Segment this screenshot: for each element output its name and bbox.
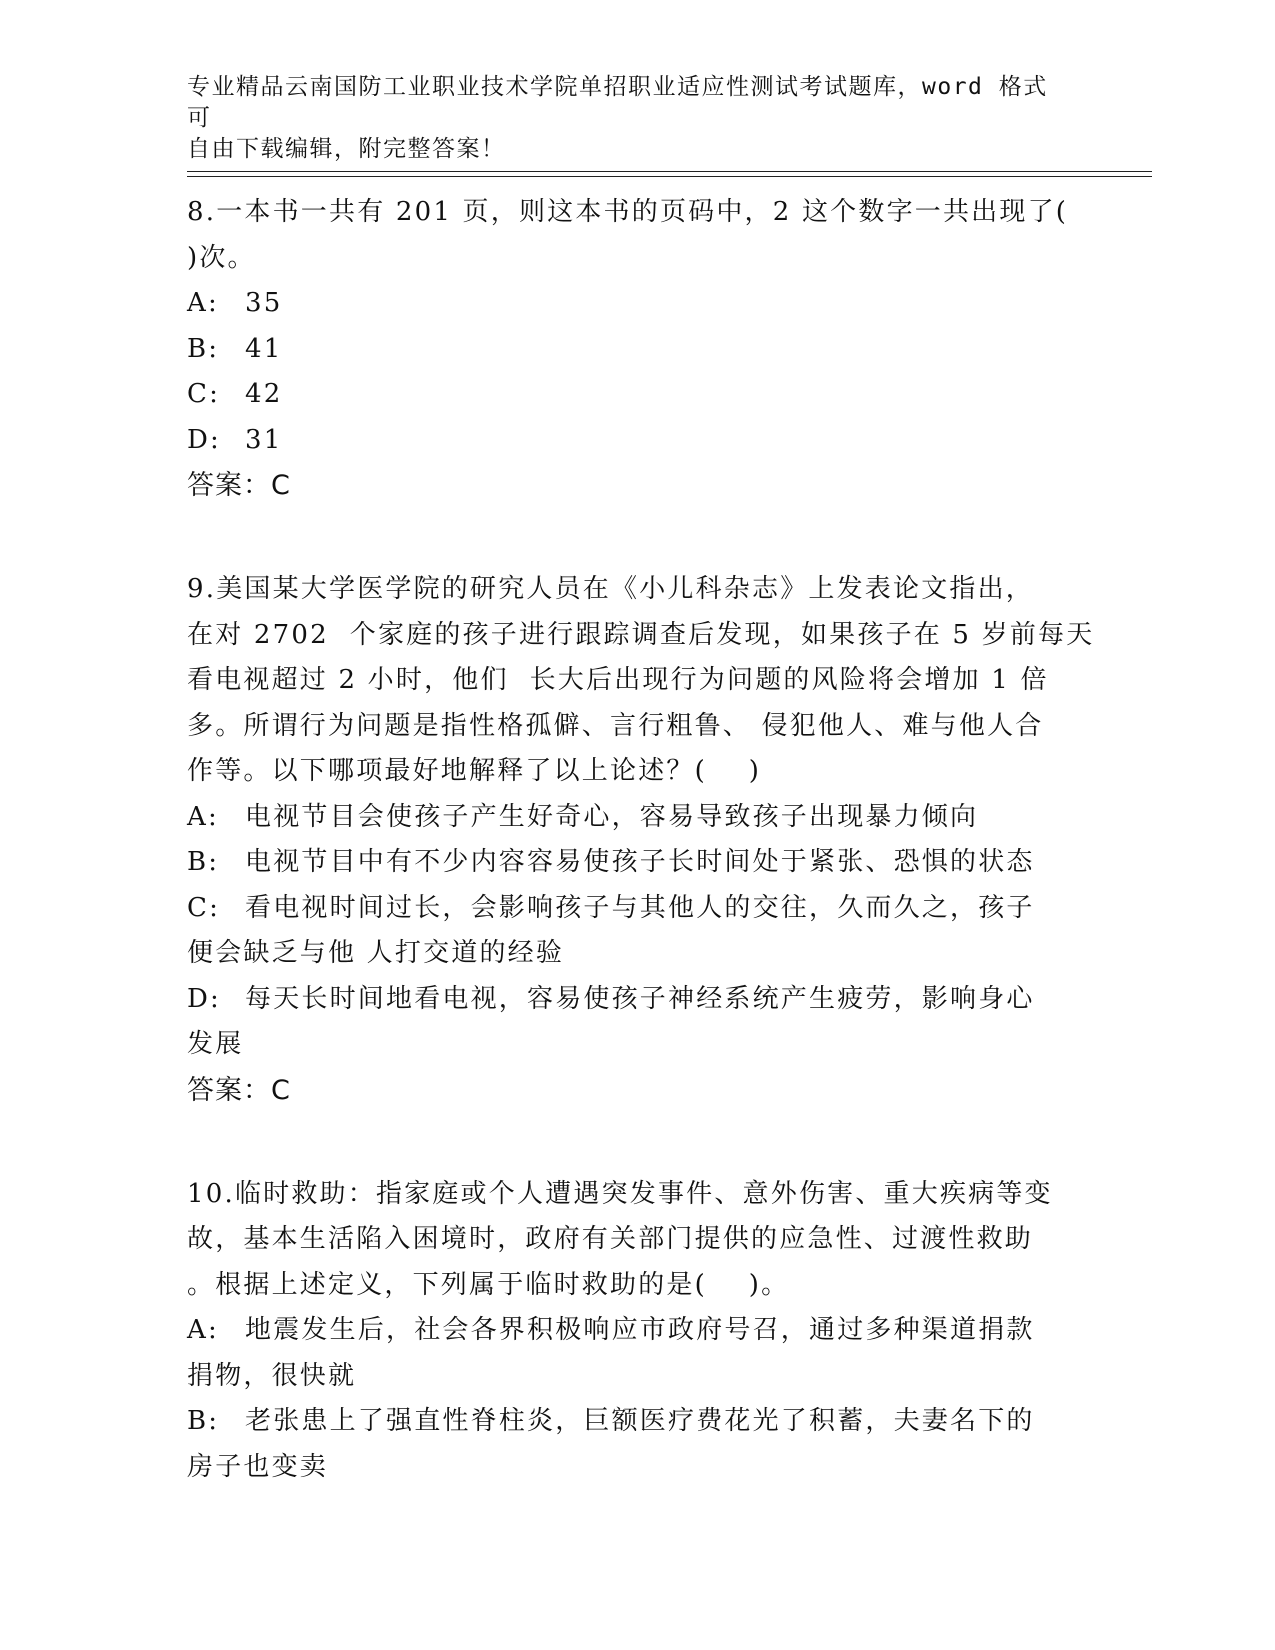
option-label: B: <box>187 333 220 364</box>
option-label: A: <box>187 801 219 832</box>
question-text-line: 10.临时救助：指家庭或个人遭遇突发事件、意外伤害、重大疾病等变 <box>187 1178 1053 1209</box>
question-text-line: 多。所谓行为问题是指性格孤僻、言行粗鲁、 侵犯他人、难与他人合 <box>187 710 1044 741</box>
header-divider-top <box>187 171 1152 172</box>
option-label: A: <box>187 288 219 318</box>
option-label: B: <box>187 847 220 877</box>
answer-line: 答案：C <box>187 470 291 501</box>
option-label: B: <box>187 1406 220 1436</box>
question-block <box>187 1172 1087 1491</box>
option-label: C: <box>187 379 221 409</box>
question-text-line: 作等。以下哪项最好地解释了以上论述？( ) <box>187 756 762 786</box>
option-line <box>187 281 1087 327</box>
option-text: 电视节目中有不少内容容易使孩子长时间处于紧张、恐惧的状态 <box>245 847 1035 877</box>
question-text-line: 。根据上述定义，下列属于临时救助的是( )。 <box>187 1269 790 1300</box>
option-line <box>187 840 1087 886</box>
question-text-line: 看电视超过 2 小时，他们 长大后出现行为问题的风险将会增加 1 倍 <box>187 665 1049 695</box>
option-line <box>187 977 1087 1023</box>
option-label: C: <box>187 892 221 923</box>
option-text: 看电视时间过长，会影响孩子与其他人的交往，久而久之，孩子 <box>245 892 1035 923</box>
option-text: 捐物，很快就 <box>187 1360 357 1391</box>
option-label: D: <box>187 983 222 1014</box>
option-line <box>187 1022 1087 1068</box>
option-line <box>187 931 1087 977</box>
option-line <box>187 1354 1087 1400</box>
option-text: 便会缺乏与他 人打交道的经验 <box>187 938 565 968</box>
answer-line: 答案：C <box>187 1074 291 1106</box>
header-line-1: 专业精品云南国防工业职业技术学院单招职业适应性测试考试题库，word 格式可 <box>187 74 1048 131</box>
option-text: 老张患上了强直性脊柱炎，巨额医疗费花光了积蓄，夫妻名下的 <box>245 1406 1035 1436</box>
option-line <box>187 418 1087 464</box>
option-line <box>187 1308 1087 1354</box>
option-text: 每天长时间地看电视，容易使孩子神经系统产生疲劳，影响身心 <box>245 983 1035 1014</box>
option-line <box>187 372 1087 418</box>
option-text: 地震发生后，社会各界积极响应市政府号召，通过多种渠道捐款 <box>245 1315 1035 1345</box>
question-block <box>187 567 1095 1113</box>
option-text: 41 <box>245 333 283 364</box>
option-text: 电视节目会使孩子产生好奇心，容易导致孩子出现暴力倾向 <box>245 801 979 832</box>
option-line <box>187 886 1087 932</box>
option-text: 发展 <box>187 1029 244 1059</box>
option-line <box>187 795 1087 841</box>
header-divider-bottom <box>187 176 1152 177</box>
question-text-line: )次。 <box>187 242 256 273</box>
header-line-2: 自由下载编辑，附完整答案！ <box>187 136 506 162</box>
question-block <box>187 190 1087 508</box>
question-text-line: 在对 2702 个家庭的孩子进行跟踪调查后发现，如果孩子在 5 岁前每天 <box>187 619 1095 650</box>
document-header <box>187 72 1067 165</box>
option-line <box>187 327 1087 373</box>
option-label: D: <box>187 424 222 455</box>
option-label: A: <box>187 1315 219 1345</box>
question-text-line: 9.美国某大学医学院的研究人员在《小儿科杂志》上发表论文指出， <box>187 574 1035 604</box>
question-text-line: 8.一本书一共有 201 页，则这本书的页码中，2 这个数字一共出现了( <box>187 197 1069 227</box>
option-line <box>187 1445 1087 1491</box>
option-text: 35 <box>245 288 283 318</box>
question-text-line: 故，基本生活陷入困境时，政府有关部门提供的应急性、过渡性救助 <box>187 1224 1034 1254</box>
option-text: 42 <box>245 379 283 409</box>
question-list <box>187 190 1095 1549</box>
option-text: 房子也变卖 <box>187 1451 329 1482</box>
option-line <box>187 1399 1087 1445</box>
option-text: 31 <box>245 424 283 455</box>
